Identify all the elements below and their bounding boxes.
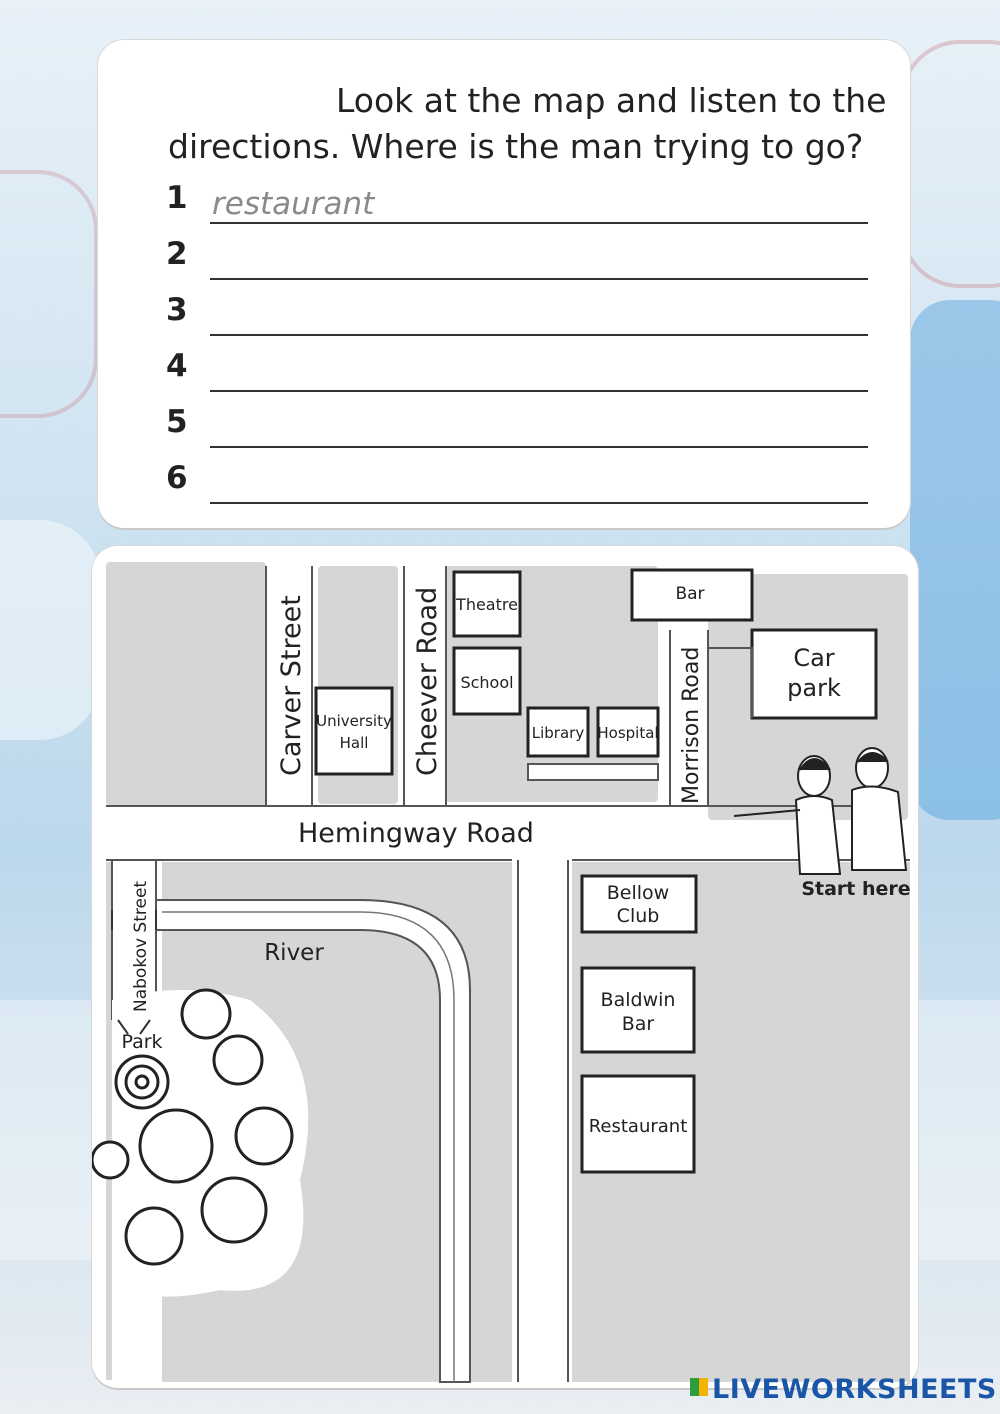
answer-row-1 xyxy=(166,180,868,224)
map-card xyxy=(92,546,918,1388)
school-label: School xyxy=(460,673,514,692)
river-label: River xyxy=(264,940,324,966)
answer-field[interactable] xyxy=(210,502,868,504)
nabokov-street-label: Nabokov Street xyxy=(131,880,151,1012)
answer-text: restaurant xyxy=(212,186,375,222)
answer-row-5 xyxy=(166,404,868,448)
liveworksheets-logo-icon xyxy=(690,1378,708,1396)
bellow-club-label-line1: Bellow xyxy=(606,882,670,904)
answer-field[interactable] xyxy=(210,334,868,336)
question-number: 3 xyxy=(166,292,188,328)
bellow-club-label-line2: Club xyxy=(616,905,660,927)
restaurant-label: Restaurant xyxy=(588,1116,688,1137)
answer-field[interactable] xyxy=(210,278,868,280)
answer-field[interactable] xyxy=(210,222,868,224)
cheever-road-label: Cheever Road xyxy=(412,586,443,776)
city-block xyxy=(106,562,266,806)
background-suitcase-shape xyxy=(910,300,1000,820)
background-stamp-right xyxy=(900,40,1000,288)
answer-field[interactable] xyxy=(210,446,868,448)
background-stamp-left xyxy=(0,170,98,418)
instructions: Look at the map and listen to the directions. Where is the man trying to go? xyxy=(168,81,887,166)
answer-row-4 xyxy=(166,348,868,392)
baldwin-bar-label-line2: Bar xyxy=(621,1013,655,1035)
hemingway-road-label: Hemingway Road xyxy=(298,818,534,849)
carver-street-label: Carver Street xyxy=(276,595,307,776)
morrison-road-label: Morrison Road xyxy=(679,646,704,804)
car-park-label-line1: Car xyxy=(793,644,835,672)
answer-field[interactable] xyxy=(210,390,868,392)
baldwin-bar-label-line1: Baldwin xyxy=(600,989,676,1011)
bar-label: Bar xyxy=(675,584,705,604)
city-map xyxy=(92,546,918,1388)
answer-row-3 xyxy=(166,292,868,336)
university-hall-label-line1: University xyxy=(316,712,392,730)
university-hall-building xyxy=(316,688,392,774)
theatre-label: Theatre xyxy=(456,595,518,614)
tree-icon xyxy=(92,1142,128,1178)
background-plane-shape xyxy=(0,520,100,740)
tree-icon xyxy=(182,990,230,1038)
tree-icon xyxy=(140,1110,212,1182)
university-hall-label-line2: Hall xyxy=(339,734,369,752)
question-number: 4 xyxy=(166,348,188,384)
park-label: Park xyxy=(121,1031,163,1053)
tree-icon xyxy=(236,1108,292,1164)
tree-icon xyxy=(214,1036,262,1084)
tree-icon xyxy=(126,1208,182,1264)
car-park-label-line2: park xyxy=(787,674,841,702)
question-number: 2 xyxy=(166,236,188,272)
tree-icon xyxy=(202,1178,266,1242)
question-number: 1 xyxy=(166,180,188,216)
start-here-label: Start here xyxy=(801,878,911,900)
question-card xyxy=(98,40,910,528)
answer-row-6 xyxy=(166,460,868,504)
hospital-label: Hospital xyxy=(597,724,659,742)
library-label: Library xyxy=(531,724,585,742)
answer-row-2 xyxy=(166,236,868,280)
footer-brand[interactable]: LIVEWORKSHEETS xyxy=(712,1374,997,1405)
question-number: 5 xyxy=(166,404,188,440)
question-number: 6 xyxy=(166,460,188,496)
